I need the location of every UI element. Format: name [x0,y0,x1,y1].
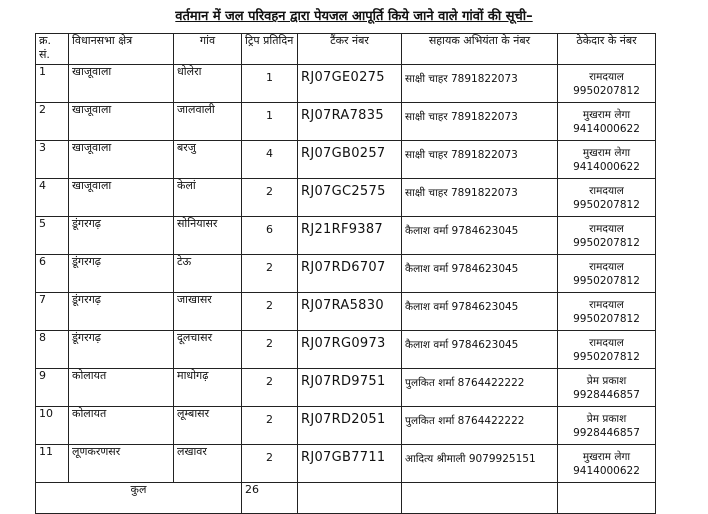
header-asst: सहायक अभियंता के नंबर [402,34,558,65]
contractor-name: मुखराम लेगा [582,451,631,463]
contractor-phone: 9950207812 [573,237,640,249]
contractor-name: मुखराम लेगा [582,147,631,159]
cell-constituency: कोलायत [69,407,174,445]
cell-tanker: RJ07RD2051 [298,407,402,445]
cell-trips: 2 [242,255,298,293]
cell-asst: कैलाश वर्मा 9784623045 [402,255,558,293]
cell-trips: 2 [242,179,298,217]
cell-contractor [558,141,656,179]
cell-trips: 2 [242,369,298,407]
cell-contractor [558,217,656,255]
cell-sn: 11 [36,445,69,483]
header-village: गांव [174,34,242,65]
cell-village: बरजु [174,141,242,179]
table-row [36,369,656,407]
cell-contractor [558,369,656,407]
cell-contractor [558,255,656,293]
header-tanker: टैंकर नंबर [298,34,402,65]
header-contractor: ठेकेदार के नंबर [558,34,656,65]
contractor-name: रामदयाल [589,185,624,197]
table-row [36,331,656,369]
cell-constituency: डूंगरगढ़ [69,255,174,293]
cell-sn: 10 [36,407,69,445]
cell-trips: 4 [242,141,298,179]
table-row [36,255,656,293]
cell-tanker: RJ07RD6707 [298,255,402,293]
cell-village: माधोगढ़ [174,369,242,407]
total-empty-1 [298,483,402,514]
cell-trips: 1 [242,103,298,141]
cell-sn: 5 [36,217,69,255]
contractor-name: रामदयाल [589,223,624,235]
contractor-phone: 9950207812 [573,199,640,211]
cell-sn: 6 [36,255,69,293]
cell-constituency: खाजूवाला [69,65,174,103]
cell-sn: 7 [36,293,69,331]
table-row [36,445,656,483]
cell-village: टेऊ [174,255,242,293]
cell-village: जालवाली [174,103,242,141]
header-trips: ट्रिप प्रतिदिन [242,34,298,65]
cell-asst: कैलाश वर्मा 9784623045 [402,217,558,255]
header-sn: क्र. सं. [36,34,69,65]
cell-sn: 9 [36,369,69,407]
table-row [36,293,656,331]
cell-tanker: RJ07RA7835 [298,103,402,141]
contractor-name: रामदयाल [589,261,624,273]
cell-constituency: खाजूवाला [69,179,174,217]
cell-constituency: लूणकरणसर [69,445,174,483]
cell-sn: 2 [36,103,69,141]
cell-asst: साक्षी चाहर 7891822073 [402,179,558,217]
cell-sn: 4 [36,179,69,217]
total-row [36,483,656,514]
cell-trips: 2 [242,407,298,445]
page-title [0,6,708,24]
cell-trips: 2 [242,293,298,331]
cell-asst: साक्षी चाहर 7891822073 [402,103,558,141]
contractor-phone: 9950207812 [573,85,640,97]
cell-trips: 2 [242,445,298,483]
cell-constituency: डूंगरगढ़ [69,331,174,369]
cell-trips: 6 [242,217,298,255]
cell-tanker: RJ07GB0257 [298,141,402,179]
table-row [36,407,656,445]
village-table [35,33,656,514]
total-label: कुल [36,483,242,514]
contractor-phone: 9950207812 [573,313,640,325]
cell-constituency: डूंगरगढ़ [69,293,174,331]
contractor-phone: 9928446857 [573,389,640,401]
table-row [36,141,656,179]
contractor-phone: 9950207812 [573,351,640,363]
cell-constituency: कोलायत [69,369,174,407]
cell-trips: 1 [242,65,298,103]
cell-village: जाखासर [174,293,242,331]
cell-tanker: RJ07RG0973 [298,331,402,369]
contractor-name: मुखराम लेगा [582,109,631,121]
cell-tanker: RJ07GE0275 [298,65,402,103]
table-row [36,65,656,103]
header-row [36,34,656,65]
cell-constituency: डूंगरगढ़ [69,217,174,255]
cell-tanker: RJ07GC2575 [298,179,402,217]
cell-contractor [558,103,656,141]
cell-tanker: RJ21RF9387 [298,217,402,255]
cell-asst: साक्षी चाहर 7891822073 [402,141,558,179]
cell-village: लखावर [174,445,242,483]
header-constituency: विधानसभा क्षेत्र [69,34,174,65]
cell-constituency: खाजूवाला [69,103,174,141]
total-empty-2 [402,483,558,514]
total-trips: 26 [242,483,298,514]
contractor-name: रामदयाल [589,71,624,83]
cell-village: सोनियासर [174,217,242,255]
cell-contractor [558,407,656,445]
contractor-phone: 9414000622 [573,465,640,477]
cell-asst: साक्षी चाहर 7891822073 [402,65,558,103]
cell-constituency: खाजूवाला [69,141,174,179]
cell-asst: कैलाश वर्मा 9784623045 [402,331,558,369]
cell-tanker: RJ07RD9751 [298,369,402,407]
table-row [36,103,656,141]
cell-village: केलां [174,179,242,217]
cell-contractor [558,65,656,103]
cell-contractor [558,293,656,331]
contractor-name: प्रेम प्रकाश [586,413,627,425]
page-title-text: वर्तमान में जल परिवहन द्वारा पेयजल आपूर्ति किये जाने वाले गांवों की सूची– [175,9,533,24]
cell-asst: पुलकित शर्मा 8764422222 [402,407,558,445]
cell-asst: कैलाश वर्मा 9784623045 [402,293,558,331]
cell-contractor [558,445,656,483]
cell-tanker: RJ07GB7711 [298,445,402,483]
cell-tanker: RJ07RA5830 [298,293,402,331]
cell-sn: 8 [36,331,69,369]
cell-contractor [558,331,656,369]
cell-asst: आदित्य श्रीमाली 9079925151 [402,445,558,483]
cell-sn: 3 [36,141,69,179]
cell-village: धोलेरा [174,65,242,103]
contractor-phone: 9928446857 [573,427,640,439]
contractor-phone: 9950207812 [573,275,640,287]
table-row [36,179,656,217]
contractor-phone: 9414000622 [573,123,640,135]
contractor-name: रामदयाल [589,299,624,311]
contractor-phone: 9414000622 [573,161,640,173]
cell-asst: पुलकित शर्मा 8764422222 [402,369,558,407]
contractor-name: रामदयाल [589,337,624,349]
contractor-name: प्रेम प्रकाश [586,375,627,387]
cell-sn: 1 [36,65,69,103]
cell-contractor [558,179,656,217]
total-empty-3 [558,483,656,514]
table-row [36,217,656,255]
cell-village: लूम्बासर [174,407,242,445]
cell-village: दूलचासर [174,331,242,369]
cell-trips: 2 [242,331,298,369]
